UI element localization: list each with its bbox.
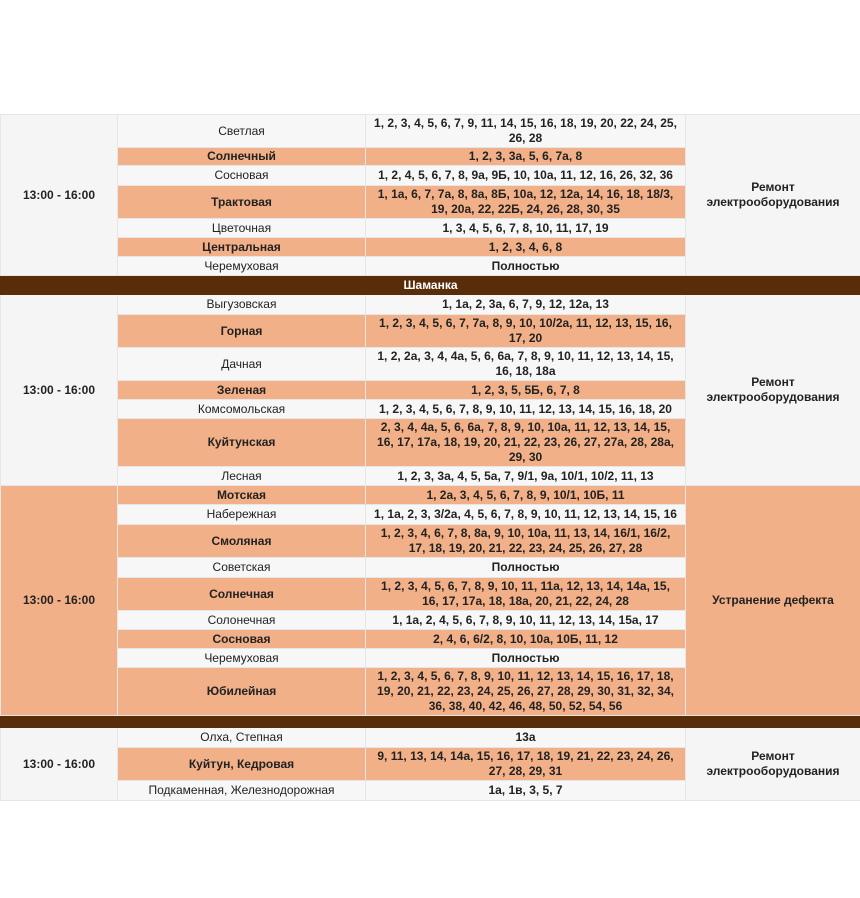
street-cell: Солнечная	[118, 578, 366, 611]
houses-cell: 1, 2, 3, 3а, 5, 6, 7а, 8	[366, 148, 686, 166]
houses-cell: 1, 2, 3, 4, 5, 6, 7, 8, 9, 10, 11, 11а, 12, 13, 14, 14а, 15, 16, 17, 17а, 18, 18а, 20, 21, 22, 24, 28	[366, 578, 686, 611]
street-cell: Куйтунская	[118, 419, 366, 467]
settlement-name: Шаманка	[1, 276, 860, 295]
houses-cell: 1, 1а, 6, 7, 7а, 8, 8а, 8Б, 10а, 12, 12а, 14, 16, 18, 18/3, 19, 20а, 22, 22Б, 24, 26, 28, 30, 35	[366, 186, 686, 219]
street-cell: Солнечный	[118, 148, 366, 166]
street-cell: Сосновая	[118, 166, 366, 186]
street-cell: Лесная	[118, 467, 366, 486]
street-cell: Выгузовская	[118, 295, 366, 315]
houses-cell: 1а, 1в, 3, 5, 7	[366, 781, 686, 801]
time-cell: 13:00 - 16:00	[1, 295, 118, 486]
houses-cell: 1, 2, 3, 4, 6, 7, 8, 8а, 9, 10, 10а, 11, 13, 14, 16/1, 16/2, 17, 18, 19, 20, 21, 22, 23, 24, 25, 26, 27, 28	[366, 525, 686, 558]
street-cell: Мотская	[118, 486, 366, 505]
street-cell: Комсомольская	[118, 400, 366, 419]
houses-cell: 1, 2, 4, 5, 6, 7, 8, 9а, 9Б, 10, 10а, 11, 12, 16, 26, 32, 36	[366, 166, 686, 186]
street-cell: Советская	[118, 558, 366, 578]
houses-cell: Полностью	[366, 558, 686, 578]
houses-cell: 2, 4, 6, 6/2, 8, 10, 10а, 10Б, 11, 12	[366, 630, 686, 649]
table-row	[1, 728, 860, 748]
table-row	[1, 115, 860, 148]
settlement-divider	[1, 716, 860, 728]
street-cell: Солонечная	[118, 611, 366, 630]
street-cell: Цветочная	[118, 219, 366, 238]
street-cell: Горная	[118, 315, 366, 348]
street-cell: Сосновая	[118, 630, 366, 649]
reason-cell: Устранение дефекта	[686, 486, 860, 716]
street-cell: Светлая	[118, 115, 366, 148]
reason-cell: Ремонт электрооборудования	[686, 295, 860, 486]
table-row	[1, 486, 860, 505]
street-cell: Юбилейная	[118, 668, 366, 716]
street-cell: Центральная	[118, 238, 366, 257]
reason-cell: Ремонт электрооборудования	[686, 115, 860, 276]
houses-cell: 1, 3, 4, 5, 6, 7, 8, 10, 11, 17, 19	[366, 219, 686, 238]
houses-cell: 1, 2, 3, 4, 6, 8	[366, 238, 686, 257]
street-cell: Дачная	[118, 348, 366, 381]
street-cell: Черемуховая	[118, 649, 366, 668]
houses-cell: Полностью	[366, 649, 686, 668]
outage-schedule-table	[0, 114, 860, 801]
houses-cell: 2, 3, 4, 4а, 5, 6, 6а, 7, 8, 9, 10, 10а, 11, 12, 13, 14, 15, 16, 17, 17а, 18, 19, 20, 21, 22, 23, 26, 27, 27а, 28, 28а, 29, 30	[366, 419, 686, 467]
time-cell: 13:00 - 16:00	[1, 728, 118, 801]
houses-cell: 1, 2, 3, 5, 5Б, 6, 7, 8	[366, 381, 686, 400]
houses-cell: 1, 2, 3, 4, 5, 6, 7, 8, 9, 10, 11, 12, 13, 14, 15, 16, 17, 18, 19, 20, 21, 22, 23, 24, 25, 26, 27, 28, 29, 30, 31, 32, 34, 36, 38, 40, 42, 46, 48, 50, 52, 54, 56	[366, 668, 686, 716]
street-cell: Черемуховая	[118, 257, 366, 276]
houses-cell: 1, 2, 2а, 3, 4, 4а, 5, 6, 6а, 7, 8, 9, 10, 11, 12, 13, 14, 15, 16, 18, 18а	[366, 348, 686, 381]
houses-cell: 1, 1а, 2, 3, 3/2а, 4, 5, 6, 7, 8, 9, 10, 11, 12, 13, 14, 15, 16	[366, 505, 686, 525]
houses-cell: 1, 2, 3, 4, 5, 6, 7, 7а, 8, 9, 10, 10/2а, 11, 12, 13, 15, 16, 17, 20	[366, 315, 686, 348]
houses-cell: 1, 2, 3, 4, 5, 6, 7, 8, 9, 10, 11, 12, 13, 14, 15, 16, 18, 20	[366, 400, 686, 419]
houses-cell: 1, 2, 3, 3а, 4, 5, 5а, 7, 9/1, 9а, 10/1, 10/2, 11, 13	[366, 467, 686, 486]
street-cell: Куйтун, Кедровая	[118, 748, 366, 781]
houses-cell: 13а	[366, 728, 686, 748]
reason-cell: Ремонт электрооборудования	[686, 728, 860, 801]
time-cell: 13:00 - 16:00	[1, 115, 118, 276]
settlement-name	[1, 716, 860, 728]
houses-cell: 1, 2, 3, 4, 5, 6, 7, 9, 11, 14, 15, 16, 18, 19, 20, 22, 24, 25, 26, 28	[366, 115, 686, 148]
street-cell: Олха, Степная	[118, 728, 366, 748]
time-cell: 13:00 - 16:00	[1, 486, 118, 716]
houses-cell: 1, 1а, 2, 3а, 6, 7, 9, 12, 12а, 13	[366, 295, 686, 315]
street-cell: Трактовая	[118, 186, 366, 219]
settlement-divider	[1, 276, 860, 295]
houses-cell: 9, 11, 13, 14, 14а, 15, 16, 17, 18, 19, 21, 22, 23, 24, 26, 27, 28, 29, 31	[366, 748, 686, 781]
table-row	[1, 295, 860, 315]
houses-cell: 1, 1а, 2, 4, 5, 6, 7, 8, 9, 10, 11, 12, 13, 14, 15а, 17	[366, 611, 686, 630]
street-cell: Подкаменная, Железнодорожная	[118, 781, 366, 801]
street-cell: Зеленая	[118, 381, 366, 400]
houses-cell: 1, 2а, 3, 4, 5, 6, 7, 8, 9, 10/1, 10Б, 11	[366, 486, 686, 505]
houses-cell: Полностью	[366, 257, 686, 276]
street-cell: Смоляная	[118, 525, 366, 558]
street-cell: Набережная	[118, 505, 366, 525]
